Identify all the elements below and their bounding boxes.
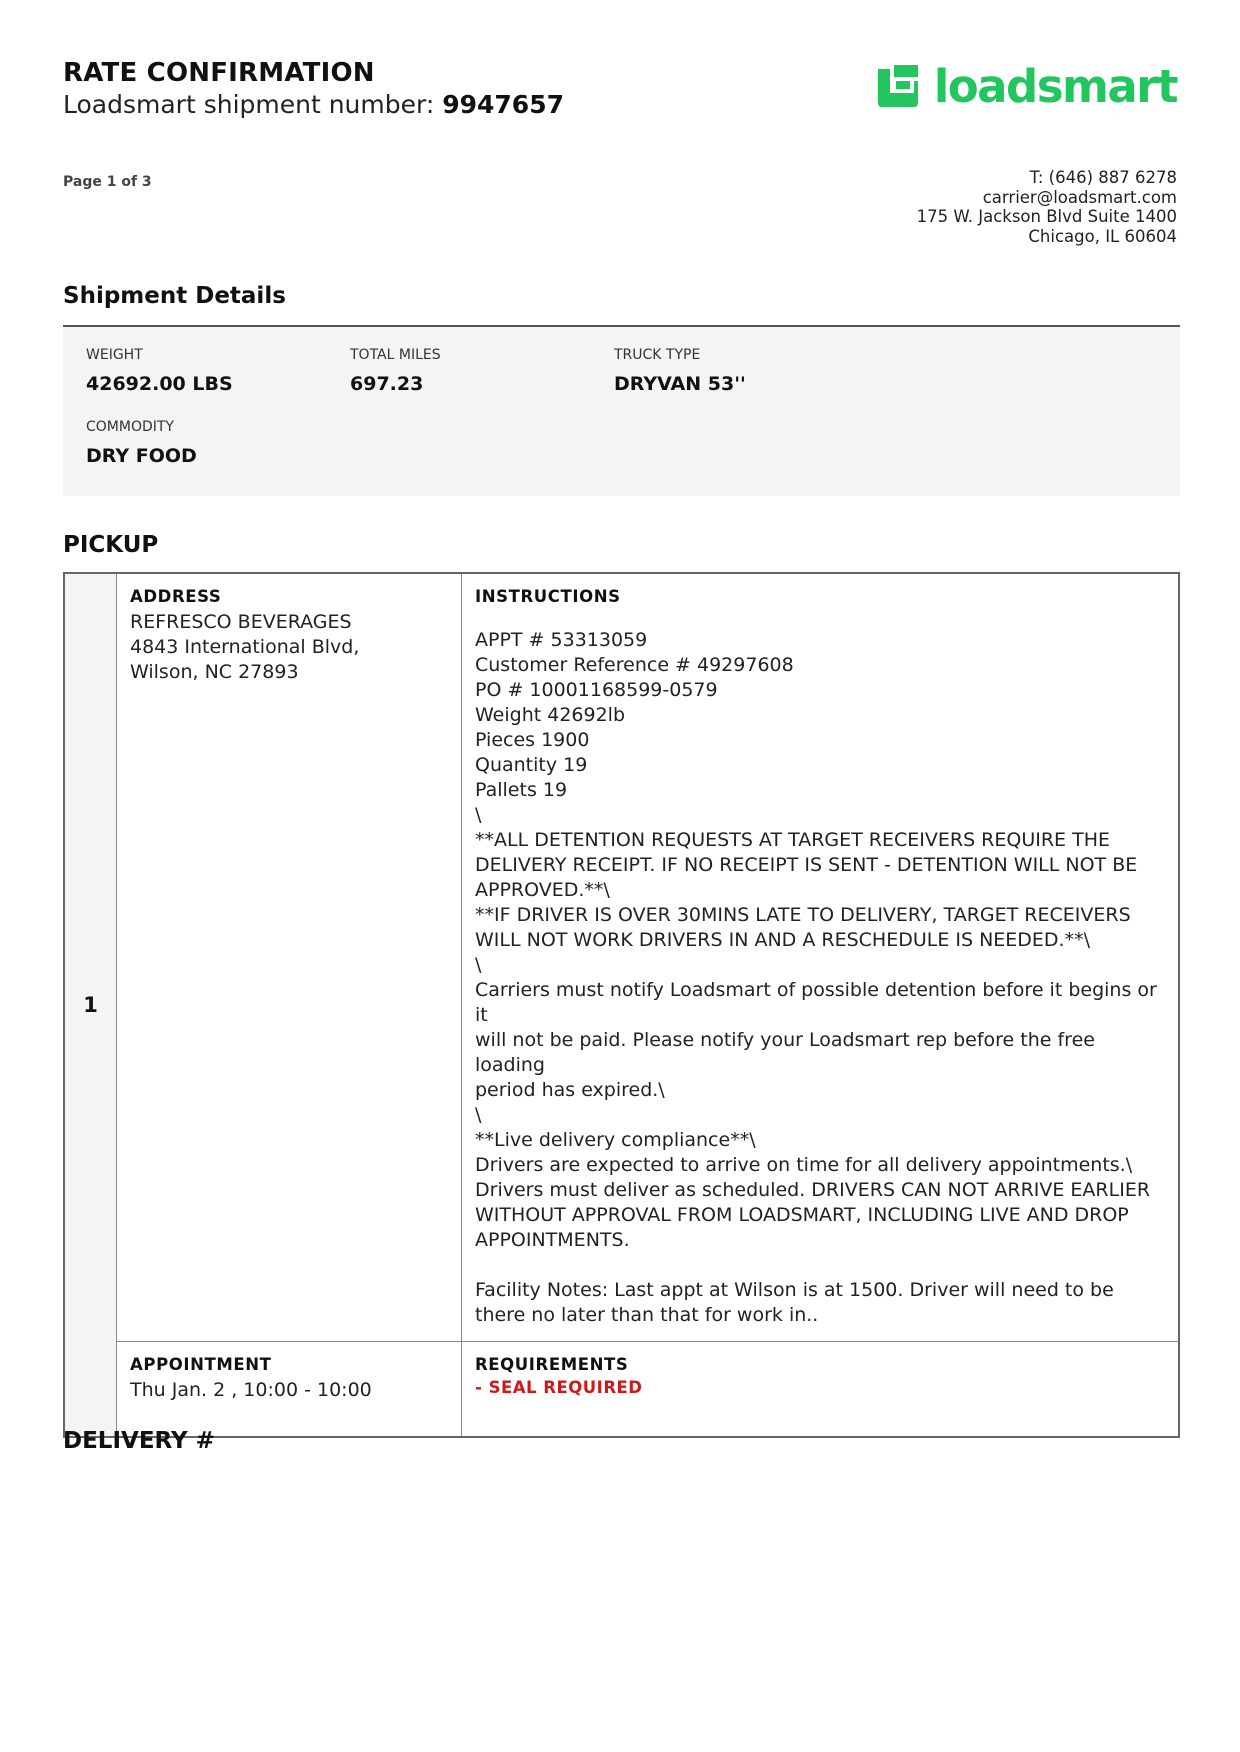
instruction-line: PO # 10001168599-0579	[475, 679, 718, 701]
instruction-line: \	[475, 804, 482, 826]
total-miles-label: TOTAL MILES	[350, 347, 441, 363]
instruction-line: APPT # 53313059	[475, 629, 648, 651]
instructions-text	[475, 628, 1165, 1328]
stop-number: 1	[64, 573, 117, 1437]
shipment-number-line	[63, 90, 564, 119]
instruction-line: APPROVED.**\	[475, 879, 610, 901]
instruction-line: Pallets 19	[475, 779, 568, 801]
instruction-line: Weight 42692lb	[475, 704, 626, 726]
weight-label: WEIGHT	[86, 347, 143, 363]
instruction-line: WILL NOT WORK DRIVERS IN AND A RESCHEDULE IS NEEDED.**\	[475, 929, 1090, 951]
instruction-line: \	[475, 954, 482, 976]
requirements-cell	[462, 1342, 1180, 1438]
pickup-table	[63, 572, 1180, 1438]
appointment-cell	[117, 1342, 462, 1438]
address-line: REFRESCO BEVERAGES	[130, 611, 352, 633]
pickup-title: PICKUP	[63, 532, 159, 558]
instruction-line: **ALL DETENTION REQUESTS AT TARGET RECEIVERS REQUIRE THE	[475, 829, 1110, 851]
truck-type-label: TRUCK TYPE	[614, 347, 701, 363]
shipment-details-panel	[63, 325, 1180, 496]
instruction-line	[475, 1253, 1165, 1278]
appointment-value: Thu Jan. 2 , 10:00 - 10:00	[130, 1379, 372, 1401]
requirements-label: REQUIREMENTS	[475, 1355, 629, 1374]
instructions-label: INSTRUCTIONS	[475, 587, 621, 606]
contact-street: 175 W. Jackson Blvd Suite 1400	[916, 207, 1177, 226]
contact-phone: T: (646) 887 6278	[1029, 168, 1177, 187]
page-number: Page 1 of 3	[63, 174, 152, 190]
instruction-line: APPOINTMENTS.	[475, 1229, 630, 1251]
instruction-line: Drivers are expected to arrive on time for all delivery appointments.\	[475, 1154, 1133, 1176]
instructions-cell	[462, 573, 1180, 1342]
instruction-line: Customer Reference # 49297608	[475, 654, 794, 676]
instruction-line: Pieces 1900	[475, 729, 590, 751]
instruction-line: Drivers must deliver as scheduled. DRIVERS CAN NOT ARRIVE EARLIER	[475, 1179, 1151, 1201]
instruction-line: **IF DRIVER IS OVER 30MINS LATE TO DELIVERY, TARGET RECEIVERS	[475, 904, 1131, 926]
commodity-label: COMMODITY	[86, 419, 174, 435]
contact-email: carrier@loadsmart.com	[982, 187, 1177, 207]
instruction-line: Facility Notes: Last appt at Wilson is at 1500. Driver will need to be	[475, 1279, 1114, 1301]
shipment-number: 9947657	[442, 90, 564, 119]
delivery-title: DELIVERY #	[63, 1428, 215, 1454]
instruction-line: there no later than that for work in..	[475, 1304, 819, 1326]
instruction-line: DELIVERY RECEIPT. IF NO RECEIPT IS SENT - DETENTION WILL NOT BE	[475, 854, 1138, 876]
address-label: ADDRESS	[130, 587, 222, 606]
appointment-label: APPOINTMENT	[130, 1355, 272, 1374]
requirement-seal: - SEAL REQUIRED	[475, 1378, 643, 1397]
instruction-line: Quantity 19	[475, 754, 588, 776]
contact-block	[917, 168, 1177, 246]
shipment-number-label: Loadsmart shipment number:	[63, 90, 435, 119]
total-miles-value: 697.23	[350, 373, 424, 395]
instruction-line: WITHOUT APPROVAL FROM LOADSMART, INCLUDING LIVE AND DROP	[475, 1204, 1129, 1226]
commodity-value: DRY FOOD	[86, 445, 197, 467]
instruction-line: **Live delivery compliance**\	[475, 1129, 756, 1151]
instruction-line: Carriers must notify Loadsmart of possible detention before it begins or it	[475, 979, 1157, 1026]
instruction-line: period has expired.\	[475, 1079, 665, 1101]
address-text	[130, 610, 448, 685]
instruction-line: \	[475, 1104, 482, 1126]
address-line: Wilson, NC 27893	[130, 661, 299, 683]
loadsmart-logo-icon	[874, 61, 922, 111]
contact-city: Chicago, IL 60604	[1028, 226, 1177, 246]
weight-value: 42692.00 LBS	[86, 373, 233, 395]
loadsmart-logo	[874, 60, 1177, 112]
logo-wordmark: loadsmart	[933, 59, 1177, 113]
document-title: RATE CONFIRMATION	[63, 58, 375, 88]
shipment-details-title: Shipment Details	[63, 283, 286, 309]
truck-type-value: DRYVAN 53''	[614, 373, 746, 395]
address-line: 4843 International Blvd,	[130, 636, 360, 658]
instruction-line: will not be paid. Please notify your Loadsmart rep before the free loading	[475, 1029, 1095, 1076]
address-cell	[117, 573, 462, 1342]
